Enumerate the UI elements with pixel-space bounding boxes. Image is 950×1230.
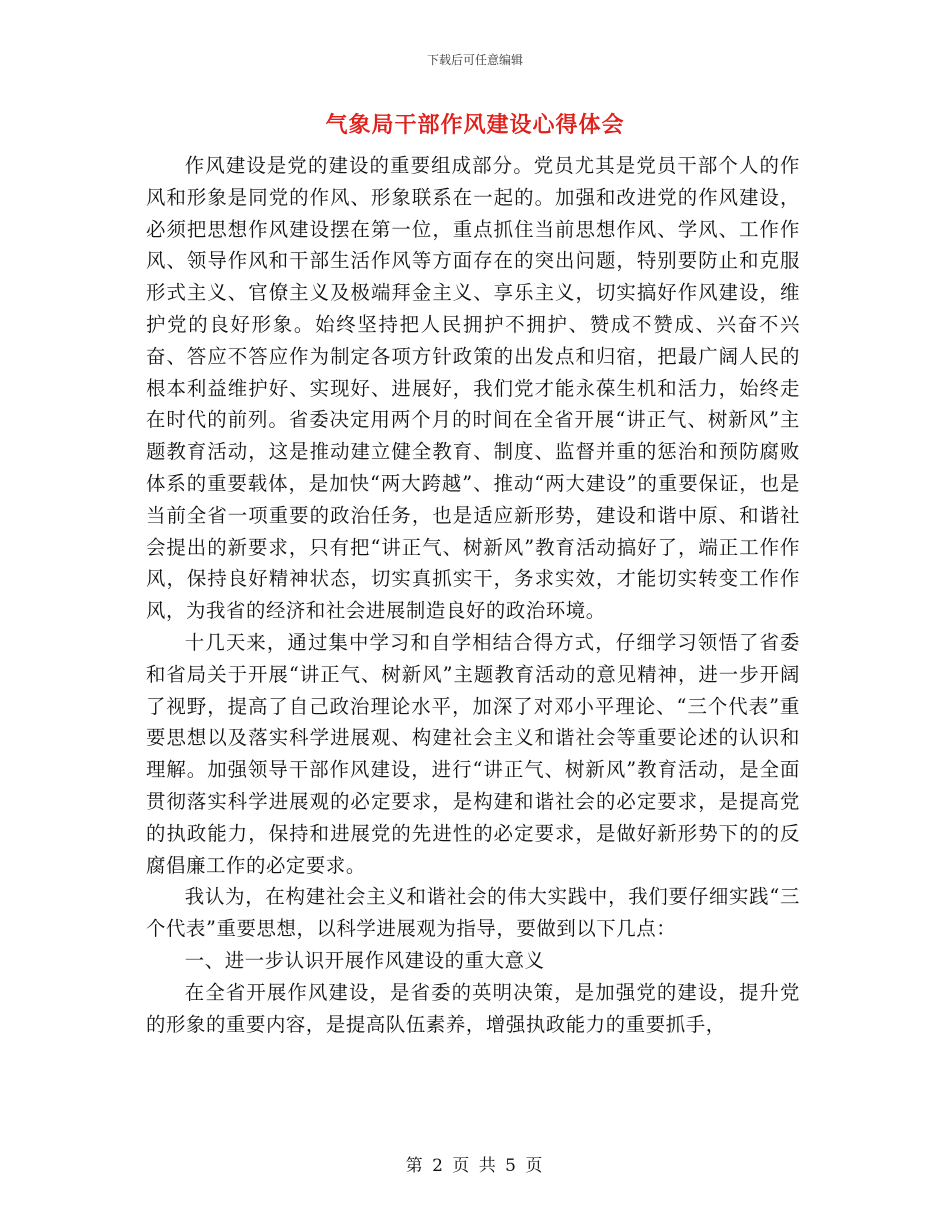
paragraph: 十几天来，通过集中学习和自学相结合得方式，仔细学习领悟了省委和省局关于开展“讲正气、树新风”主题教育活动的意见精神，进一步开阔了视野，提高了自己政治理论水平，加深了对邓小平理论、“三个代表”重要思想以及落实科学进展观、构建社会主义和谐社会等重要论述的认识和理解。加强领导干部作风建设，进行“讲正气、树新风”教育活动，是全面贯彻落实科学进展观的必定要求，是构建和谐社会的必定要求，是提高党的执政能力，保持和进展党的先进性的必定要求，是做好新形势下的的反腐倡廉工作的必定要求。	[146, 630, 800, 877]
paragraph: 在全省开展作风建设，是省委的英明决策，是加强党的建设，提升党的形象的重要内容，是提高队伍素养，增强执政能力的重要抓手，	[146, 980, 800, 1036]
document-title: 气象局干部作风建设心得体会	[325, 112, 625, 138]
document-body	[146, 150, 800, 1040]
header-note: 下载后可任意编辑	[426, 53, 523, 67]
page-number: 第 2 页 共 5 页	[405, 1156, 545, 1176]
section-heading: 一、进一步认识开展作风建设的重大意义	[184, 948, 545, 972]
paragraph: 作风建设是党的建设的重要组成部分。党员尤其是党员干部个人的作风和形象是同党的作风、形象联系在一起的。加强和改进党的作风建设，必须把思想作风建设摆在第一位，重点抓住当前思想作风、学风、工作作风、领导作风和干部生活作风等方面存在的突出问题，特别要防止和克服形式主义、官僚主义及极端拜金主义、享乐主义，切实搞好作风建设，维护党的良好形象。始终坚持把人民拥护不拥护、赞成不赞成、兴奋不兴奋、答应不答应作为制定各项方针政策的出发点和归宿，把最广阔人民的根本利益维护好、实现好、进展好，我们党才能永葆生机和活力，始终走在时代的前列。省委决定用两个月的时间在全省开展“讲正气、树新风”主题教育活动，这是推动建立健全教育、制度、监督并重的惩治和预防腐败体系的重要载体，是加快“两大跨越”、推动“两大建设”的重要保证，也是当前全省一项重要的政治任务，也是适应新形势，建设和谐中原、和谐社会提出的新要求，只有把“讲正气、树新风”教育活动搞好了，端正工作作风，保持良好精神状态，切实真抓实干，务求实效，才能切实转变工作作风，为我省的经济和社会进展制造良好的政治环境。	[146, 154, 800, 623]
paragraph: 我认为，在构建社会主义和谐社会的伟大实践中，我们要仔细实践“三个代表”重要思想，以科学进展观为指导，要做到以下几点：	[146, 885, 800, 941]
